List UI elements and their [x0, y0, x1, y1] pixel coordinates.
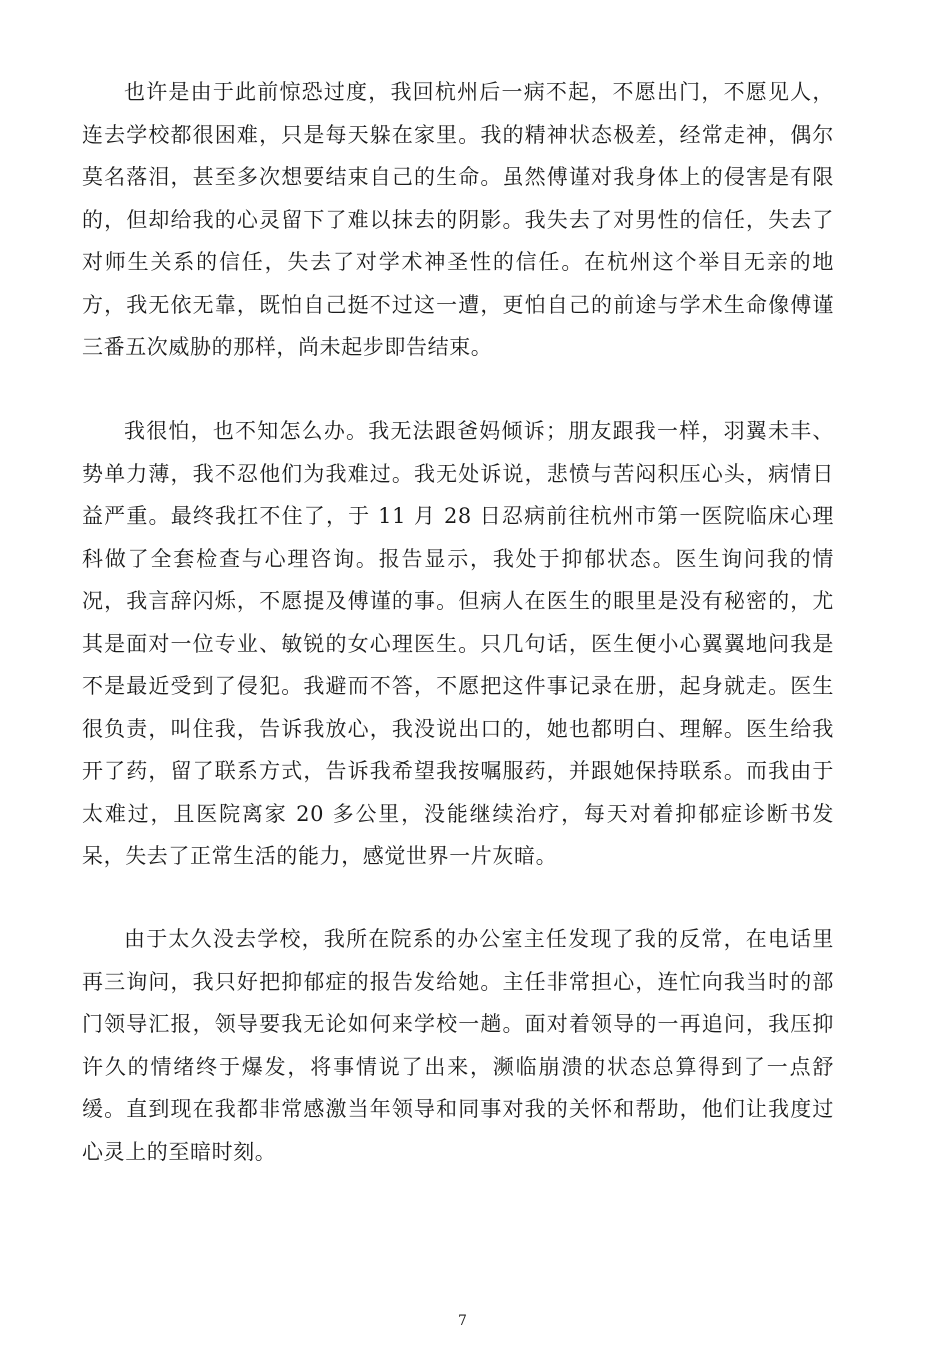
- paragraph-2: 我很怕，也不知怎么办。我无法跟爸妈倾诉；朋友跟我一样，羽翼未丰、势单力薄，我不忍他们为我难过。我无处诉说，悲愤与苦闷积压心头，病情日益严重。最终我扛不住了，于 11 月 28 日忍病前往杭州市第一医院临床心理科做了全套检查与心理咨询。报告显示，我处于抑郁状态。医生询问我的情况，我言辞闪烁，不愿提及傅谨的事。但病人在医生的眼里是没有秘密的，尤其是面对一位专业、敏锐的女心理医生。只几句话，医生便小心翼翼地问我是不是最近受到了侵犯。我避而不答，不愿把这件事记录在册，起身就走。医生很负责，叫住我，告诉我放心，我没说出口的，她也都明白、理解。医生给我开了药，留了联系方式，告诉我希望我按嘱服药，并跟她保持联系。而我由于太难过，且医院离家 20 多公里，没能继续治疗，每天对着抑郁症诊断书发呆，失去了正常生活的能力，感觉世界一片灰暗。: [82, 419, 834, 868]
- paragraph-1: 也许是由于此前惊恐过度，我回杭州后一病不起，不愿出门，不愿见人，连去学校都很困难，只是每天躲在家里。我的精神状态极差，经常走神，偶尔莫名落泪，甚至多次想要结束自己的生命。虽然傅谨对我身体上的侵害是有限的，但却给我的心灵留下了难以抹去的阴影。我失去了对男性的信任，失去了对师生关系的信任，失去了对学术神圣性的信任。在杭州这个举目无亲的地方，我无依无靠，既怕自己挺不过这一遭，更怕自己的前途与学术生命像傅谨三番五次威胁的那样，尚未起步即告结束。: [82, 80, 834, 359]
- paragraph-3: 由于太久没去学校，我所在院系的办公室主任发现了我的反常，在电话里再三询问，我只好把抑郁症的报告发给她。主任非常担心，连忙向我当时的部门领导汇报，领导要我无论如何来学校一趟。面对着领导的一再追问，我压抑许久的情绪终于爆发，将事情说了出来，濒临崩溃的状态总算得到了一点舒缓。直到现在我都非常感激当年领导和同事对我的关怀和帮助，他们让我度过心灵上的至暗时刻。: [82, 927, 834, 1164]
- page-number: 7: [458, 1313, 467, 1329]
